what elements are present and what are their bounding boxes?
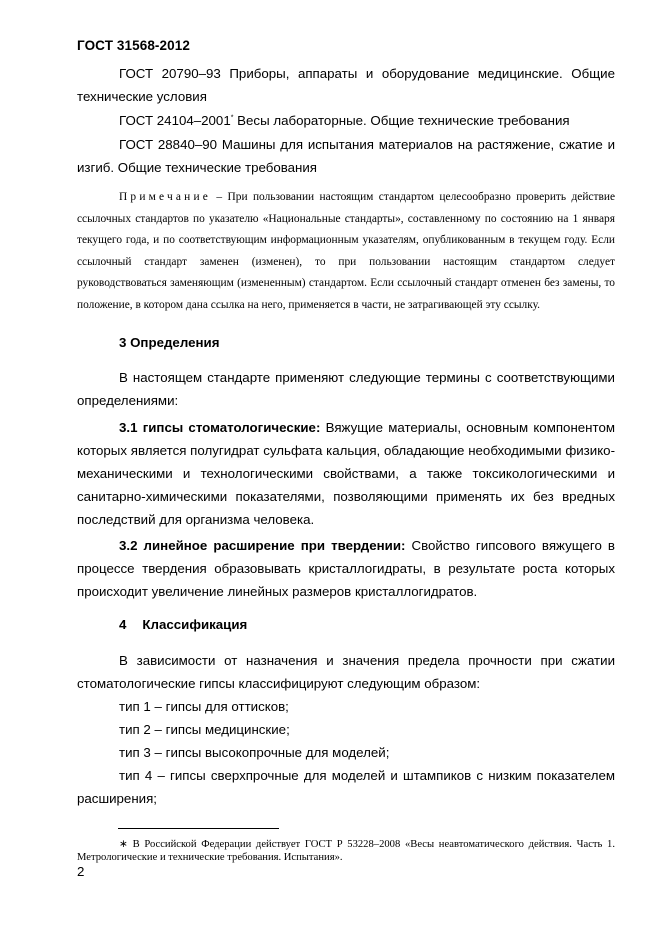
- footnote-marker: *: [230, 114, 234, 122]
- footnote-divider: [118, 828, 279, 829]
- reference-gost-24104-title: ГОСТ 24104–2001: [119, 113, 231, 128]
- reference-gost-28840: ГОСТ 28840–90 Машины для испытания материалов на растяжение, сжатие и изгиб. Общие технические требования: [77, 137, 615, 175]
- list-item: тип 4 – гипсы сверхпрочные для моделей и штампиков с низким показателем расширения;: [77, 767, 615, 806]
- page-number: 2: [77, 864, 85, 879]
- section-3-intro: В настоящем стандарте применяют следующие термины с соответствующими определениями:: [77, 369, 615, 408]
- term-3-1-title: 3.1 гипсы стоматологические:: [119, 419, 321, 435]
- term-3-1: [77, 416, 615, 531]
- reference-gost-24104: [77, 109, 615, 132]
- section-4-intro: В зависимости от назначения и значения предела прочности при сжатии стоматологические гипсы классифицируют следующим образом:: [77, 652, 615, 691]
- reference-gost-20790: ГОСТ 20790–93 Приборы, аппараты и оборудование медицинские. Общие технические условия: [77, 66, 615, 104]
- note-paragraph: [77, 187, 615, 317]
- term-3-2-title: 3.2 линейное расширение при твердении:: [119, 537, 406, 553]
- section-4-title: Классификация: [142, 616, 248, 632]
- list-item: тип 1 – гипсы для оттисков;: [119, 698, 289, 714]
- section-4-heading: [77, 613, 615, 636]
- term-3-2: [77, 534, 615, 603]
- reference-gost-24104-desc: Весы лабораторные. Общие технические требования: [233, 113, 570, 128]
- list-item: тип 2 – гипсы медицинские;: [119, 721, 290, 737]
- list-item: тип 3 – гипсы высокопрочные для моделей;: [119, 744, 390, 760]
- note-text: – При пользовании настоящим стандартом целесообразно проверить действие ссылочных стандартов по указателю «Национальные стандарты», составленному по состоянию на 1 января текущего года, и по соответствующим информационным указателям, опубликованным в текущем году. Если ссылочный стандарт заменен (изменен), то при пользовании настоящим стандартом следует руководствоваться заменяющим (измененным) стандартом. Если ссылочный стандарт отменен без замены, то положение, в котором дана ссылка на него, применяется в части, не затрагивающей эту ссылку.: [77, 191, 615, 311]
- section-4-number: 4: [119, 616, 127, 632]
- term-3-2-definition: Свойство гипсового вяжущего в процессе твердения образовывать кристаллогидраты, в результате роста которых происходит увеличение линейных размеров кристаллогидратов.: [77, 537, 615, 599]
- term-3-1-definition: Вяжущие материалы, основным компонентом которых является полугидрат сульфата кальция, обладающие необходимыми физико-механическими и технологическими свойствами, а также токсикологическими и санитарно-химическими показателями, позволяющими применять их без вредных последствий для организма человека.: [77, 419, 616, 527]
- footnote: ∗ В Российской Федерации действует ГОСТ Р 53228–2008 «Весы неавтоматического действия. Часть 1. Метрологические и технические требования. Испытания».: [77, 839, 615, 863]
- main-content: [77, 62, 615, 810]
- note-label: Примечание: [119, 191, 212, 203]
- document-header: ГОСТ 31568-2012: [77, 38, 190, 53]
- section-3-heading: 3 Определения: [119, 334, 220, 350]
